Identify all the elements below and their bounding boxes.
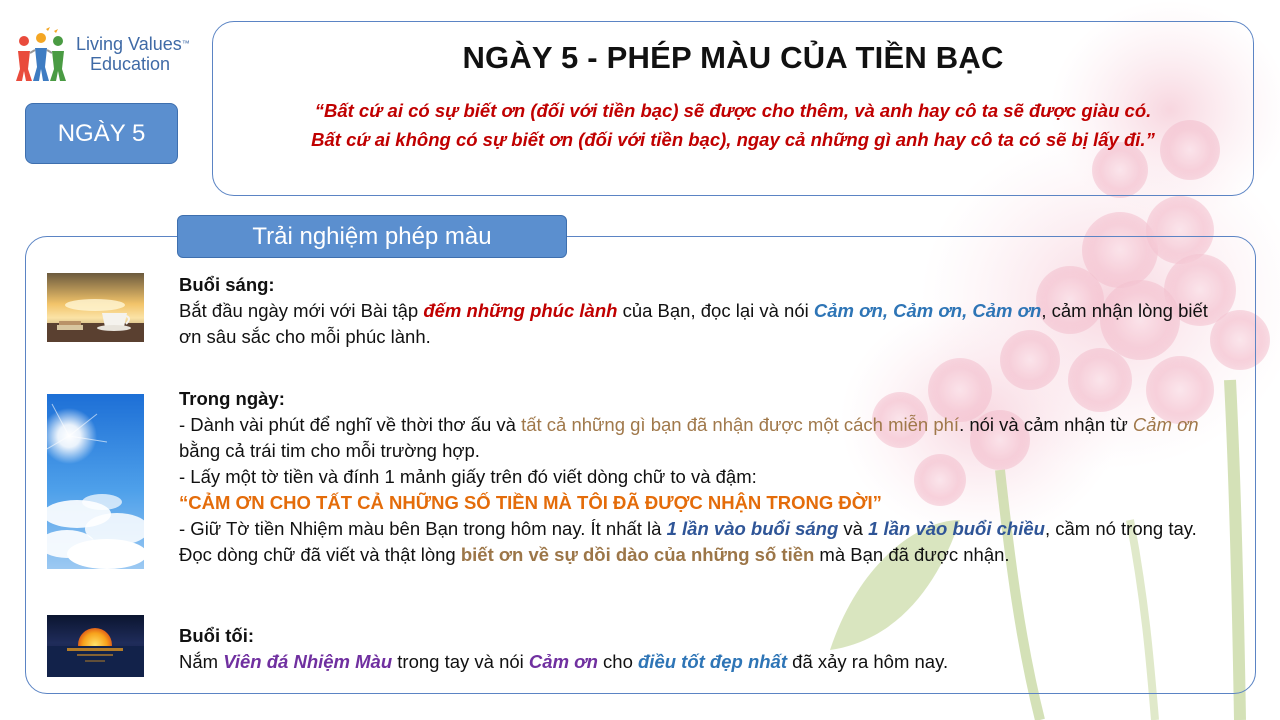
evening-label: Buổi tối:	[179, 625, 255, 646]
abundance-phrase: biết ơn về sự dồi dào của những số tiền	[460, 544, 815, 565]
header-box	[212, 21, 1254, 196]
living-values-logo	[10, 24, 210, 84]
counting-blessings-phrase: đếm những phúc lành	[423, 300, 618, 321]
evening-text: Nắm Viên đá Nhiệm Màu trong tay và nói Cảm ơn cho điều tốt đẹp nhất đã xảy ra hôm nay.	[179, 651, 949, 672]
free-gifts-phrase: tất cả những gì bạn đã nhận được một cách miễn phí	[521, 414, 960, 435]
once-morning-phrase: 1 lần vào buổi sáng	[666, 518, 839, 539]
thank-you-phrase: Cảm ơn, Cảm ơn, Cảm ơn	[813, 300, 1042, 321]
daytime-block	[179, 386, 1229, 568]
daytime-label: Trong ngày:	[179, 388, 285, 409]
evening-block	[179, 623, 1229, 675]
daytime-paragraph-2: - Lấy một tờ tiền và đính 1 mảnh giấy trên đó viết dòng chữ to và đậm:	[179, 466, 757, 487]
quote-line-2: Bất cứ ai không có sự biết ơn (đối với tiền bạc), ngay cả những gì anh hay cô ta có sẽ bị lấy đi.”	[311, 129, 1155, 150]
best-thing-phrase: điều tốt đẹp nhất	[638, 651, 788, 672]
banknote-note-text: “CẢM ƠN CHO TẤT CẢ NHỮNG SỐ TIỀN MÀ TÔI ĐÃ ĐƯỢC NHẬN TRONG ĐỜI”	[179, 492, 882, 513]
morning-text: Bắt đầu ngày mới với Bài tập đếm những phúc lành của Bạn, đọc lại và nói Cảm ơn, Cảm ơn, Cảm ơn, cảm nhận lòng biết ơn sâu sắc cho mỗi phúc lành.	[179, 300, 1208, 347]
thank-you-word: Cảm ơn	[1132, 414, 1199, 435]
day-badge: NGÀY 5	[25, 103, 178, 164]
section-tab: Trải nghiệm phép màu	[177, 215, 567, 258]
daytime-paragraph-4: - Giữ Tờ tiền Nhiệm màu bên Bạn trong hôm nay. Ít nhất là 1 lần vào buổi sáng và 1 lần vào buổi chiều, cầm nó trong tay. Đọc dòng chữ đã viết và thật lòng biết ơn về sự dồi dào của những số tiền mà Bạn đã được nhận.	[179, 518, 1197, 565]
quote-line-1: “Bất cứ ai có sự biết ơn (đối với tiền bạc) sẽ được cho thêm, và anh hay cô ta sẽ được giàu có.	[314, 100, 1152, 121]
morning-block	[179, 272, 1229, 350]
daytime-paragraph-1: - Dành vài phút để nghĩ về thời thơ ấu và tất cả những gì bạn đã nhận được một cách miễn phí. nói và cảm nhận từ Cảm ơn bằng cả trái tim cho mỗi trường hợp.	[179, 414, 1199, 461]
morning-label: Buổi sáng:	[179, 274, 275, 295]
once-afternoon-phrase: 1 lần vào buổi chiều	[868, 518, 1045, 539]
magic-stone-phrase: Viên đá Nhiệm Màu	[223, 651, 393, 672]
page-title: NGÀY 5 - PHÉP MÀU CỦA TIỀN BẠC	[462, 40, 1004, 75]
living-values-people-icon	[10, 25, 72, 83]
logo-name-line2: Education	[90, 54, 171, 74]
logo-name-line1: Living Values™	[76, 34, 190, 54]
evening-thank-you: Cảm ơn	[528, 651, 598, 672]
coffee-sunrise-image	[47, 273, 144, 342]
sun-sky-clouds-image	[47, 394, 144, 569]
sunset-image	[47, 615, 144, 677]
